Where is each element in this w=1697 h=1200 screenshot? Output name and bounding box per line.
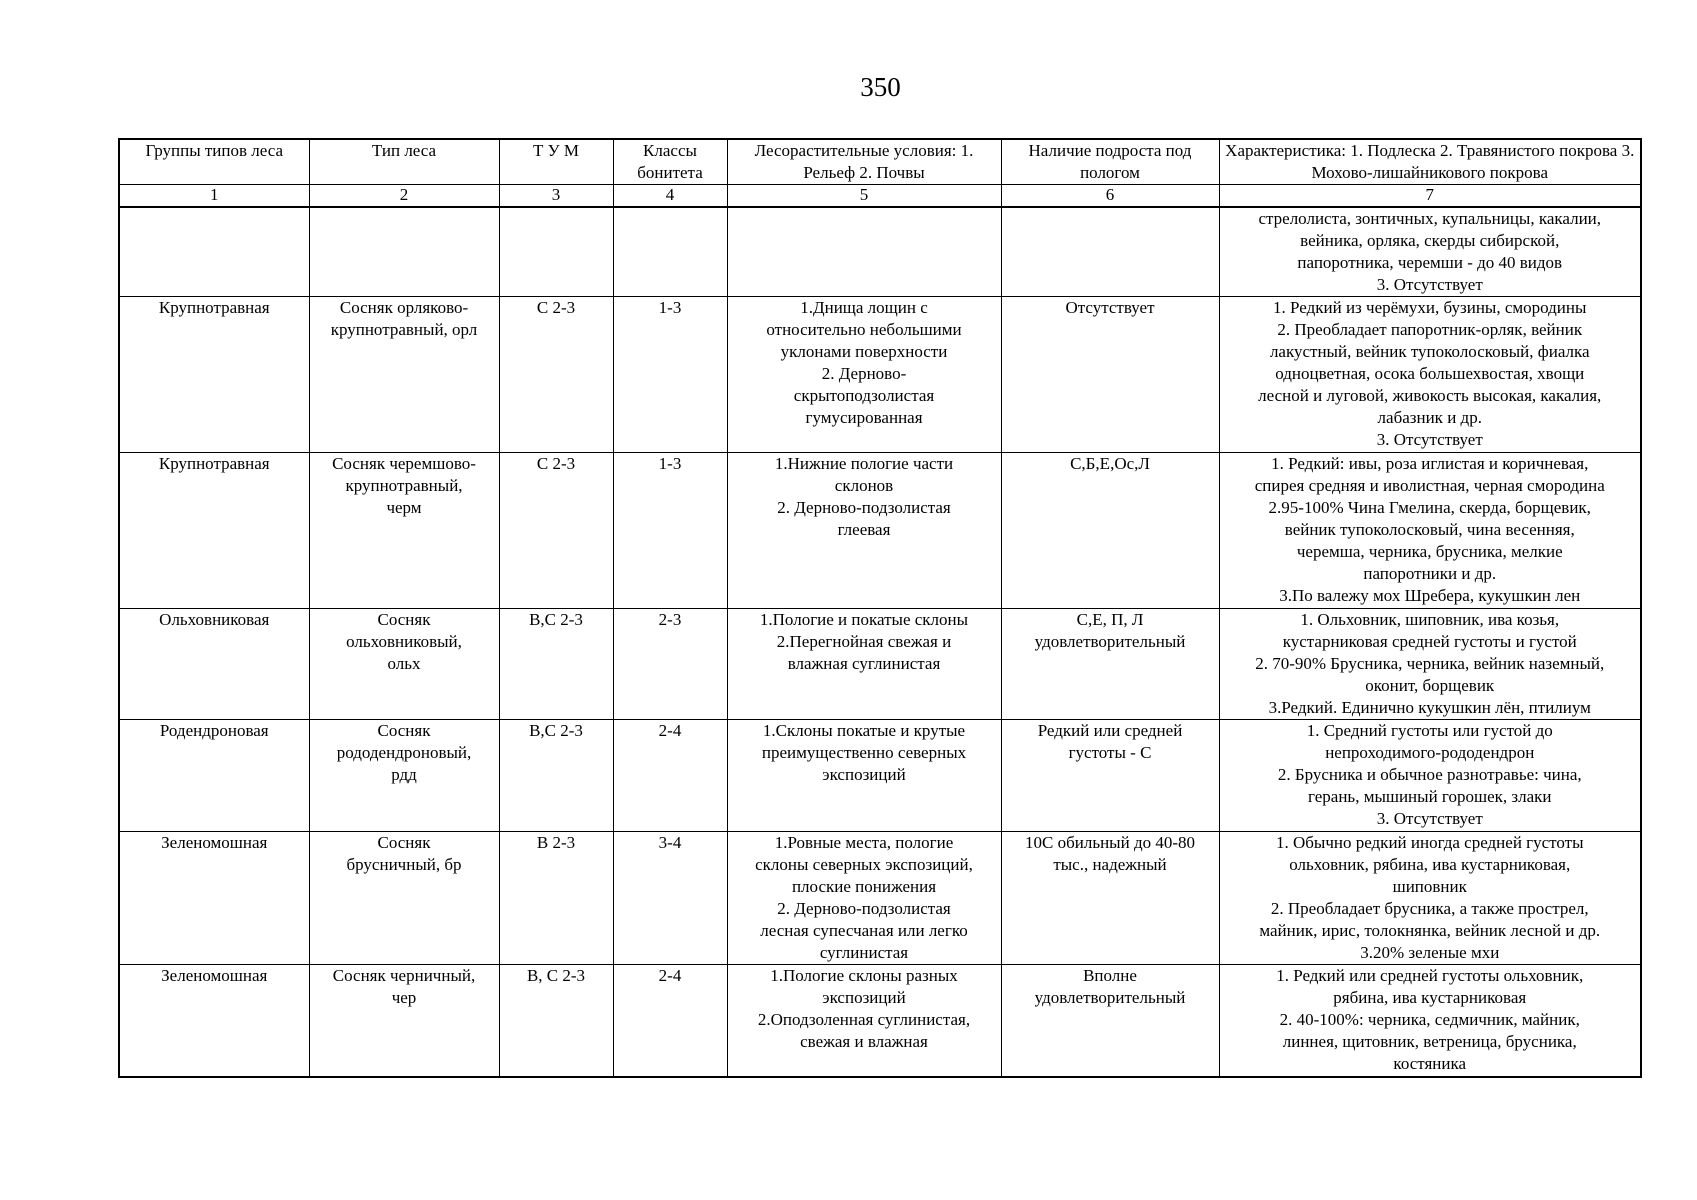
table-row	[119, 832, 1641, 965]
undergrowth-cell: 10С обильный до 40-80 тыс., надежный	[1001, 832, 1219, 965]
table-header-row	[119, 139, 1641, 185]
column-number: 6	[1001, 185, 1219, 208]
forest-type-cell: Сосняк ольховниковый, ольх	[309, 609, 499, 720]
tum-cell: В, С 2-3	[499, 965, 613, 1078]
header-cell: Группы типов леса	[119, 139, 309, 185]
characteristics-cell: стрелолиста, зонтичных, купальницы, какалии, вейника, орляка, скерды сибирской, папоротника, черемши - до 40 видов 3. Отсутствует	[1219, 207, 1641, 297]
bonitet-cell: 3-4	[613, 832, 727, 965]
characteristics-cell: 1. Средний густоты или густой до непроходимого-рододендрон 2. Брусника и обычное разнотравье: чина, герань, мышиный горошек, злаки 3. Отсутствует	[1219, 720, 1641, 832]
bonitet-cell: 2-4	[613, 965, 727, 1078]
forest-type-cell	[309, 207, 499, 297]
characteristics-cell: 1. Редкий: ивы, роза иглистая и коричневая, спирея средняя и иволистная, черная смородина 2.95-100% Чина Гмелина, скерда, борщевик, вейник тупоколосковый, чина весенняя, черемша, черника, брусника, мелкие папоротники и др. 3.По валежу мох Шребера, кукушкин лен	[1219, 453, 1641, 609]
forest-group-cell	[119, 207, 309, 297]
undergrowth-cell: С,Б,Е,Ос,Л	[1001, 453, 1219, 609]
tum-cell: В,С 2-3	[499, 720, 613, 832]
forest-group-cell: Зеленомошная	[119, 832, 309, 965]
undergrowth-cell	[1001, 207, 1219, 297]
column-number: 5	[727, 185, 1001, 208]
conditions-cell: 1.Пологие и покатые склоны 2.Перегнойная свежая и влажная суглинистая	[727, 609, 1001, 720]
table-row	[119, 453, 1641, 609]
forest-type-cell: Сосняк черничный, чер	[309, 965, 499, 1078]
bonitet-cell: 2-3	[613, 609, 727, 720]
undergrowth-cell: Редкий или средней густоты - С	[1001, 720, 1219, 832]
header-cell: Характеристика: 1. Подлеска 2. Травянистого покрова 3. Мохово-лишайникового покрова	[1219, 139, 1641, 185]
conditions-cell: 1.Ровные места, пологие склоны северных экспозиций, плоские понижения 2. Дерново-подзолистая лесная супесчаная или легко суглинистая	[727, 832, 1001, 965]
forest-group-cell: Крупнотравная	[119, 453, 309, 609]
table-row	[119, 609, 1641, 720]
forest-group-cell: Крупнотравная	[119, 297, 309, 453]
tum-cell	[499, 207, 613, 297]
bonitet-cell	[613, 207, 727, 297]
undergrowth-cell: Отсутствует	[1001, 297, 1219, 453]
column-number: 1	[119, 185, 309, 208]
table-row	[119, 720, 1641, 832]
conditions-cell: 1.Склоны покатые и крутые преимущественно северных экспозиций	[727, 720, 1001, 832]
tum-cell: В 2-3	[499, 832, 613, 965]
bonitet-cell: 2-4	[613, 720, 727, 832]
table-row	[119, 965, 1641, 1078]
header-cell: Тип леса	[309, 139, 499, 185]
page-number: 350	[860, 72, 901, 102]
bonitet-cell: 1-3	[613, 453, 727, 609]
column-numbers-row	[119, 185, 1641, 208]
tum-cell: С 2-3	[499, 297, 613, 453]
header-cell: Т У М	[499, 139, 613, 185]
table-row	[119, 297, 1641, 453]
forest-group-cell: Зеленомошная	[119, 965, 309, 1078]
forest-group-cell: Родендроновая	[119, 720, 309, 832]
header-cell: Классы бонитета	[613, 139, 727, 185]
conditions-cell	[727, 207, 1001, 297]
characteristics-cell: 1. Редкий или средней густоты ольховник, рябина, ива кустарниковая 2. 40-100%: черника, седмичник, майник, линнея, щитовник, ветреница, брусника, костяника	[1219, 965, 1641, 1078]
characteristics-cell: 1. Ольховник, шиповник, ива козья, кустарниковая средней густоты и густой 2. 70-90% Брусника, черника, вейник наземный, оконит, борщевик 3.Редкий. Единично кукушкин лён, птилиум	[1219, 609, 1641, 720]
conditions-cell: 1.Пологие склоны разных экспозиций 2.Оподзоленная суглинистая, свежая и влажная	[727, 965, 1001, 1078]
undergrowth-cell: С,Е, П, Л удовлетворительный	[1001, 609, 1219, 720]
header-cell: Наличие подроста под пологом	[1001, 139, 1219, 185]
undergrowth-cell: Вполне удовлетворительный	[1001, 965, 1219, 1078]
forest-type-cell: Сосняк брусничный, бр	[309, 832, 499, 965]
tum-cell: С 2-3	[499, 453, 613, 609]
conditions-cell: 1.Нижние пологие части склонов 2. Дерново-подзолистая глеевая	[727, 453, 1001, 609]
column-number: 7	[1219, 185, 1641, 208]
characteristics-cell: 1. Обычно редкий иногда средней густоты ольховник, рябина, ива кустарниковая, шиповник 2. Преобладает брусника, а также прострел, майник, ирис, толокнянка, вейник лесной и др. 3.20% зеленые мхи	[1219, 832, 1641, 965]
bonitet-cell: 1-3	[613, 297, 727, 453]
column-number: 2	[309, 185, 499, 208]
header-cell: Лесорастительные условия: 1. Рельеф 2. Почвы	[727, 139, 1001, 185]
forest-type-cell: Сосняк рододендроновый, рдд	[309, 720, 499, 832]
conditions-cell: 1.Днища лощин с относительно небольшими уклонами поверхности 2. Дерново- скрытоподзолистая гумусированная	[727, 297, 1001, 453]
forest-type-cell: Сосняк черемшово- крупнотравный, черм	[309, 453, 499, 609]
characteristics-cell: 1. Редкий из черёмухи, бузины, смородины 2. Преобладает папоротник-орляк, вейник лакустный, вейник тупоколосковый, фиалка одноцветная, осока большехвостая, хвощи лесной и луговой, живокость высокая, какалия, лабазник и др. 3. Отсутствует	[1219, 297, 1641, 453]
tum-cell: В,С 2-3	[499, 609, 613, 720]
forest-group-cell: Ольховниковая	[119, 609, 309, 720]
column-number: 3	[499, 185, 613, 208]
forest-types-table	[118, 138, 1642, 1078]
column-number: 4	[613, 185, 727, 208]
forest-type-cell: Сосняк орляково- крупнотравный, орл	[309, 297, 499, 453]
table-row	[119, 207, 1641, 297]
